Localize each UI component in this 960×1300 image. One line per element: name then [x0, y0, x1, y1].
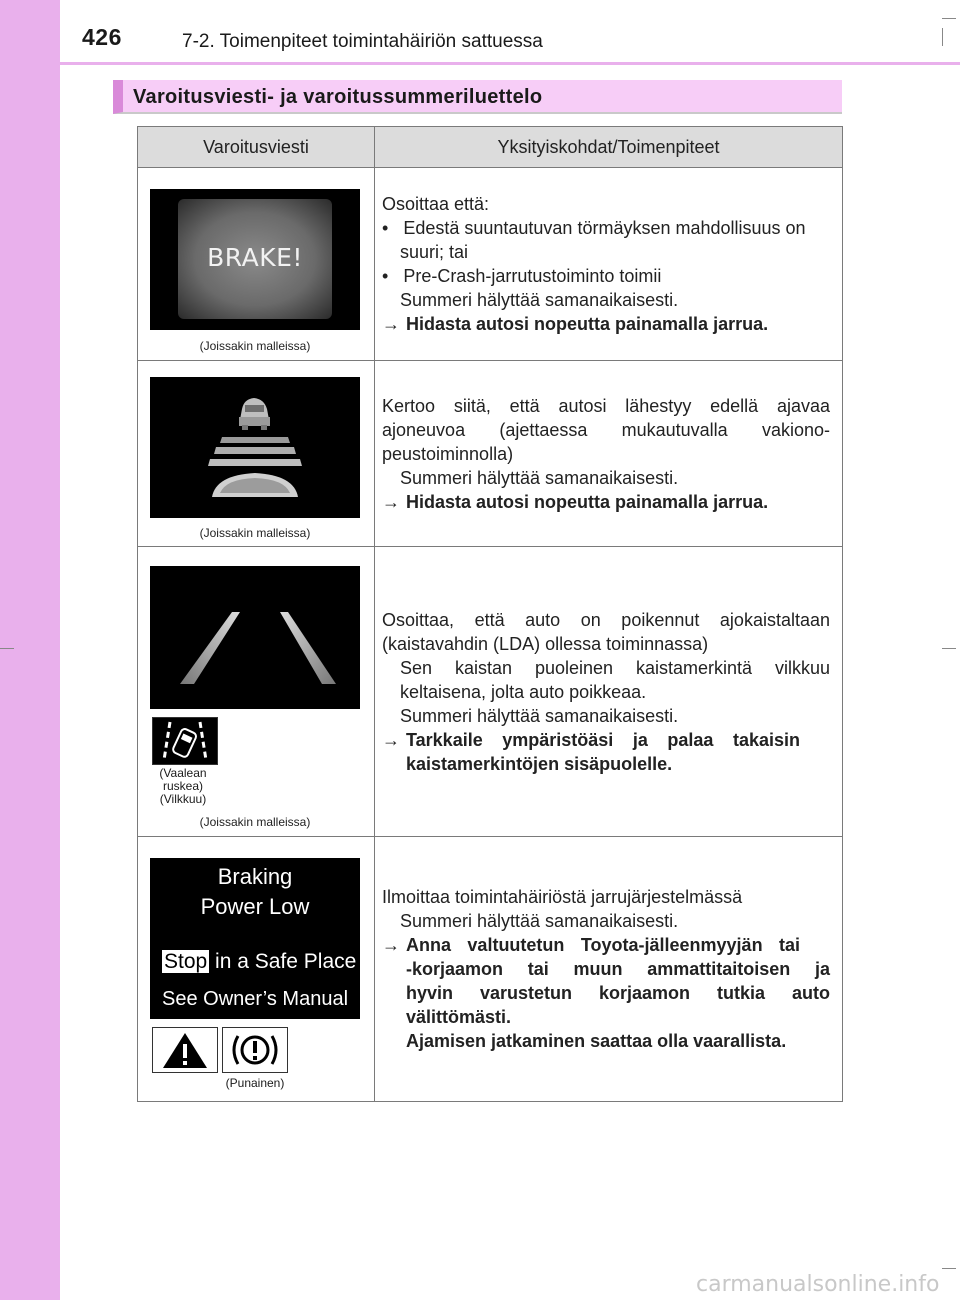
- details-text: Ilmoittaa toimintahäiriöstä jarrujärjestelmässä: [382, 887, 743, 907]
- bullet-text: Edestä suuntautuvan törmäyksen mahdollisuus on suuri; tai: [400, 218, 806, 262]
- action-continuation: kaistamerkintöjen sisäpuolelle.: [406, 753, 673, 774]
- action-label: Anna valtuutetun Toyota-jälleenmyyjän tai: [406, 935, 800, 955]
- table-row: [138, 547, 843, 837]
- details-cell: [375, 547, 843, 837]
- details-text: Kertoo siitä, että autosi lähestyy edellä ajavaa: [382, 395, 830, 416]
- brake-warning-screen: [150, 189, 360, 330]
- note-text: Summeri hälyttää samanaikaisesti.: [400, 290, 679, 310]
- crop-mark: [942, 28, 943, 46]
- image-caption: (Joissakin malleissa): [199, 526, 311, 540]
- chapter-title: 7-2. Toimenpiteet toimintahäiriön sattuessa: [182, 31, 543, 52]
- details-text: ajoneuvoa (ajettaessa mukautuvalla vakiono-: [382, 419, 830, 440]
- action-label: Tarkkaile ympäristöäsi ja palaa takaisin: [406, 729, 800, 750]
- screen-line: Power Low: [200, 894, 310, 919]
- table-row: [138, 361, 843, 547]
- watermark: carmanualsonline.info: [696, 1272, 940, 1297]
- warning-image-cell: [138, 361, 375, 547]
- note-text: Summeri hälyttää samanaikaisesti.: [400, 705, 679, 726]
- page-number: 426: [82, 24, 122, 50]
- action-text: [382, 728, 830, 752]
- action-label: Hidasta autosi nopeutta painamalla jarrua.: [406, 491, 769, 512]
- screen-stop-line: [162, 950, 358, 974]
- header-rule: [60, 62, 960, 65]
- section-title-text: Varoitusviesti- ja varoitussummeriluettelo: [133, 86, 543, 108]
- crop-mark: [942, 18, 956, 19]
- action-text: [382, 312, 830, 336]
- table-row: [138, 837, 843, 1102]
- note-text: Summeri hälyttää samanaikaisesti.: [400, 467, 679, 488]
- braking-power-low-screen: [150, 858, 360, 1019]
- brake-warning-icon: [222, 1027, 288, 1073]
- warning-image-cell: [138, 168, 375, 361]
- icon-caption-line: (Vilkkuu): [159, 792, 207, 806]
- icon-caption-line: ruskea): [162, 779, 203, 793]
- screen-line: Braking: [217, 864, 293, 889]
- distance-warning-screen: [150, 377, 360, 518]
- crop-mark: [942, 1268, 956, 1269]
- approaching-vehicle-icon: [150, 377, 360, 518]
- action-text: [382, 490, 830, 514]
- details-text: (kaistavahdin (LDA) ollessa toiminnassa): [382, 633, 709, 654]
- action-text: [382, 933, 830, 957]
- crop-mark: [0, 648, 14, 649]
- screen-line: See Owner’s Manual: [162, 988, 349, 1010]
- screen-line: in a Safe Place: [215, 950, 357, 973]
- icon-caption: (Punainen): [225, 1076, 285, 1090]
- note-text: keltaisena, jolta auto poikkeaa.: [400, 681, 647, 702]
- details-text: Osoittaa, että auto on poikennut ajokaistaltaan: [382, 609, 830, 630]
- lane-lines-icon: [150, 566, 360, 709]
- details-cell: [375, 168, 843, 361]
- action-label: Hidasta autosi nopeutta painamalla jarrua.: [406, 314, 769, 334]
- column-header-details: Yksityiskohdat/Toimenpiteet: [375, 127, 843, 168]
- action-continuation: -korjaamon tai muun ammattitaitoisen ja: [406, 959, 830, 979]
- stop-badge: Stop: [164, 950, 208, 973]
- right-arrow-icon: →: [382, 491, 400, 512]
- warning-image-cell: [138, 837, 375, 1102]
- right-arrow-icon: →: [382, 729, 400, 750]
- note-text: Sen kaistan puoleinen kaistamerkintä vilkkuu: [400, 657, 830, 678]
- side-tab-strip: [0, 0, 60, 1300]
- bullet-text: Pre-Crash-jarrutustoiminto toimii: [403, 266, 662, 286]
- action-continuation: välittömästi.: [406, 1007, 512, 1027]
- details-text: Osoittaa että:: [382, 194, 490, 214]
- lane-departure-icon: [152, 717, 218, 765]
- bullet-item: • Edestä suuntautuvan törmäyksen mahdollisuus on suuri; tai: [382, 218, 806, 262]
- table-row: [138, 168, 843, 361]
- details-cell: [375, 837, 843, 1102]
- icon-caption-line: (Vaalean: [159, 766, 207, 780]
- page-header: [60, 0, 960, 62]
- warning-triangle-icon: [152, 1027, 218, 1073]
- table-header-row: [138, 127, 843, 168]
- action-continuation: hyvin varustetun korjaamon tutkia auto: [406, 983, 830, 1003]
- warning-note: Ajamisen jatkaminen saattaa olla vaarallista.: [406, 1031, 787, 1051]
- image-caption: (Joissakin malleissa): [199, 815, 311, 829]
- details-cell: [375, 361, 843, 547]
- bullet-item: • Pre-Crash-jarrutustoiminto toimii: [382, 266, 662, 286]
- image-caption: (Joissakin malleissa): [199, 339, 311, 353]
- icon-caption: [150, 767, 216, 806]
- warning-image-cell: [138, 547, 375, 837]
- brake-screen-text: BRAKE!: [207, 243, 303, 272]
- section-title: [113, 80, 842, 114]
- right-arrow-icon: →: [382, 314, 400, 334]
- crop-mark: [942, 648, 956, 649]
- screen-title: [150, 862, 360, 922]
- right-arrow-icon: →: [382, 935, 400, 955]
- column-header-message: Varoitusviesti: [138, 127, 375, 168]
- warning-table: [137, 126, 843, 1102]
- details-text: peustoiminnolla): [382, 443, 514, 464]
- note-text: Summeri hälyttää samanaikaisesti.: [400, 911, 679, 931]
- lane-departure-screen: [150, 566, 360, 709]
